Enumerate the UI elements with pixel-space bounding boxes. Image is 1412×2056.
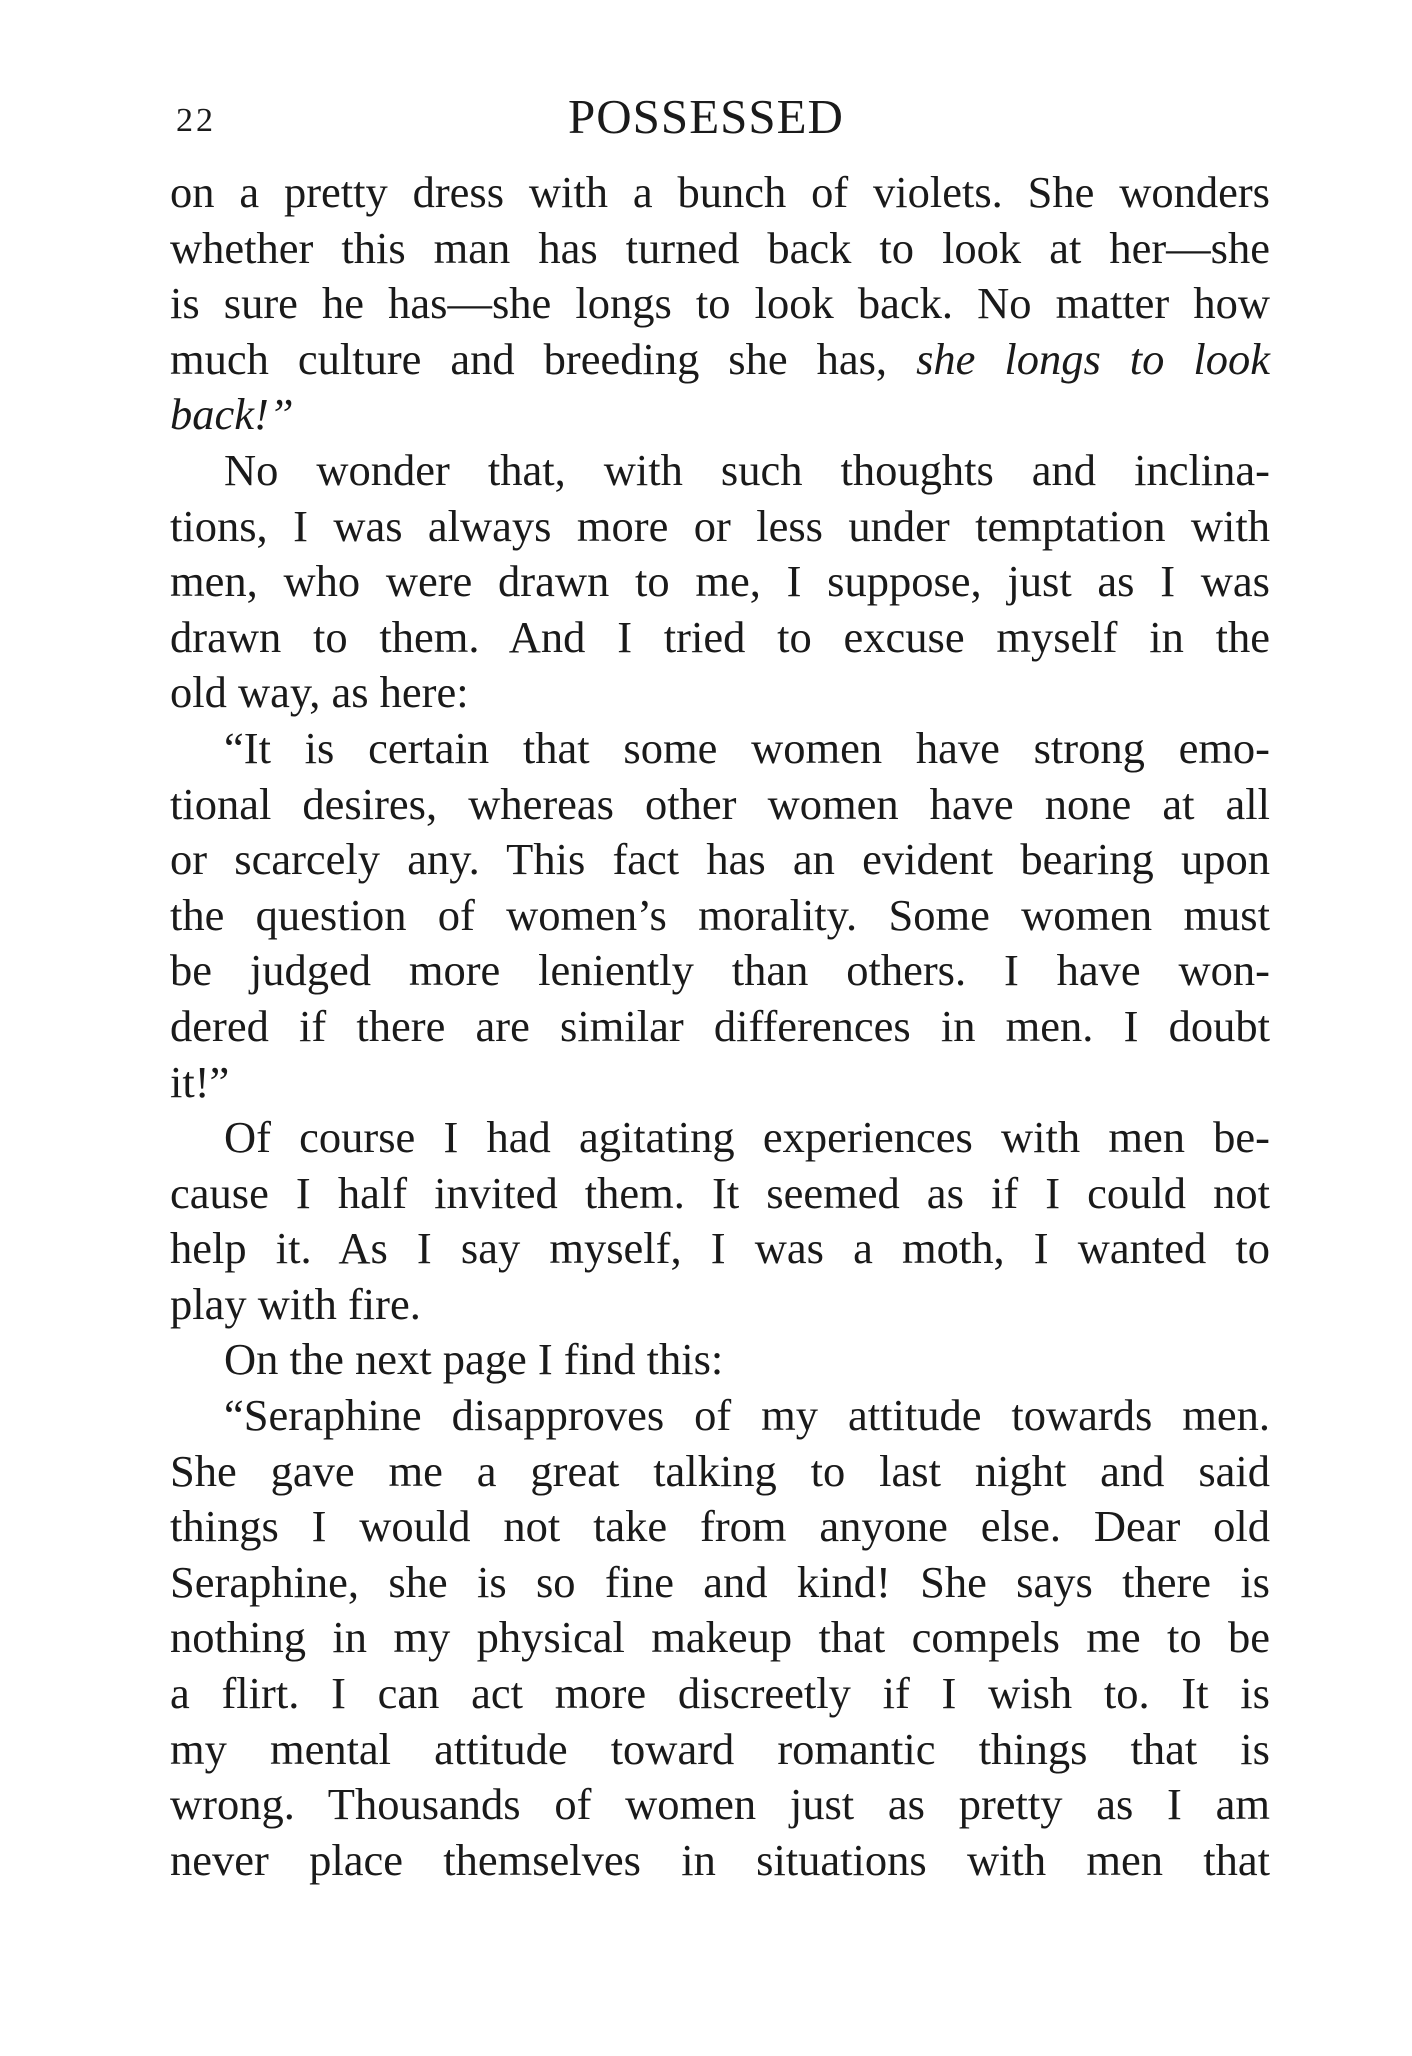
text-line: Seraphine, she is so fine and kind! She says there is [170, 1556, 1270, 1607]
body-text [170, 165, 1270, 1888]
text-line: things I would not take from anyone else. Dear old [170, 1501, 1270, 1552]
text-line [170, 387, 1270, 443]
paragraph-first-line: “It is certain that some women have strong emo- [224, 722, 1270, 773]
text-line: dered if there are similar differences in men. I doubt [170, 1000, 1270, 1051]
paragraph-first-line: “Seraphine disapproves of my attitude towards men. [224, 1390, 1270, 1441]
page-header [0, 88, 1412, 148]
text-line [170, 332, 1270, 388]
text-line: help it. As I say myself, I was a moth, I wanted to [170, 1223, 1270, 1274]
text-line: a flirt. I can act more discreetly if I wish to. It is [170, 1668, 1270, 1719]
text-line: never place themselves in situations with men that [170, 1834, 1270, 1885]
text-line: the question of women’s morality. Some women must [170, 889, 1270, 940]
text-line: is sure he has—she longs to look back. No matter how [170, 278, 1270, 329]
paragraph-first-line: Of course I had agitating experiences with men be- [224, 1112, 1270, 1163]
text-line: She gave me a great talking to last night and said [170, 1445, 1270, 1496]
text-line: old way, as here: [170, 667, 469, 718]
text-line: wrong. Thousands of women just as pretty as I am [170, 1779, 1270, 1830]
italic-text: back!” [170, 389, 294, 440]
text-line: men, who were drawn to me, I suppose, just as I was [170, 556, 1270, 607]
text-segment: much culture and breeding she has, [170, 333, 888, 384]
italic-text: she longs to look [916, 333, 1271, 384]
text-line: it!” [170, 1056, 230, 1107]
text-line: tional desires, whereas other women have none at all [170, 778, 1270, 829]
text-line: whether this man has turned back to look at her—she [170, 222, 1270, 273]
text-line: nothing in my physical makeup that compels me to be [170, 1612, 1270, 1663]
text-line: or scarcely any. This fact has an evident bearing upon [170, 834, 1270, 885]
text-line: cause I half invited them. It seemed as if I could not [170, 1167, 1270, 1218]
page-number: 22 [176, 102, 216, 139]
running-title: POSSESSED [568, 89, 844, 144]
paragraph-first-line: On the next page I find this: [224, 1334, 724, 1385]
text-line: on a pretty dress with a bunch of violets. She wonders [170, 167, 1270, 217]
text-line: drawn to them. And I tried to excuse myself in the [170, 611, 1270, 662]
text-line: my mental attitude toward romantic things that is [170, 1723, 1270, 1774]
text-line: play with fire. [170, 1278, 421, 1329]
paragraph-first-line: No wonder that, with such thoughts and inclina- [224, 444, 1270, 495]
text-line: be judged more leniently than others. I have won- [170, 945, 1270, 996]
text-line: tions, I was always more or less under temptation with [170, 500, 1270, 551]
